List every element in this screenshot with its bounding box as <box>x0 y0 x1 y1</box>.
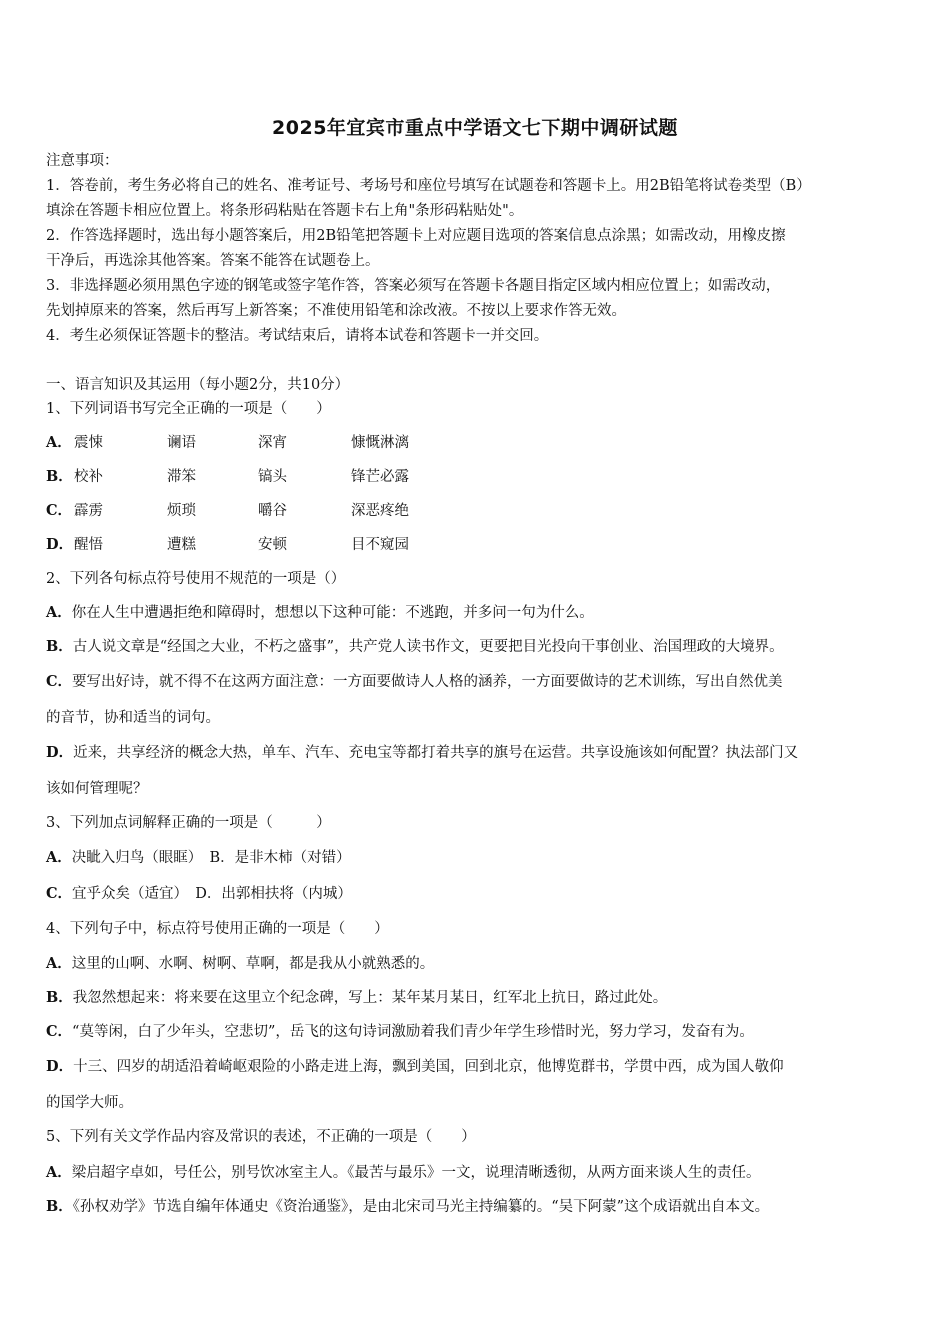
option-word: 深恶疼绝 <box>351 503 409 519</box>
question-2-option-b: B．古人说文章是“经国之大业，不朽之盛事”，共产党人读书作文，更要把目光投向干事创业、治国理政的大境界。 <box>46 638 784 655</box>
option-word: 震悚 <box>74 435 103 451</box>
notice-heading: 注意事项： <box>46 153 119 169</box>
question-1-stem: 1、下列词语书写完全正确的一项是（ ） <box>46 401 331 417</box>
question-4-option-d-cont: 的国学大师。 <box>46 1095 133 1111</box>
notice-line: 4．考生必须保证答题卡的整洁。考试结束后，请将本试卷和答题卡一并交回。 <box>46 328 549 344</box>
question-2-option-d-cont: 该如何管理呢？ <box>46 781 148 797</box>
option-word: 镐头 <box>258 469 287 485</box>
question-3-stem: 3、下列加点词解释正确的一项是（ ） <box>46 815 331 831</box>
option-letter: A． <box>46 849 72 866</box>
question-2-option-c-cont: 的音节，协和适当的词句。 <box>46 710 220 726</box>
question-1-option-a <box>46 433 646 453</box>
option-word: 嚼谷 <box>258 503 287 519</box>
option-label: D． <box>46 536 74 553</box>
option-word: 滞笨 <box>167 469 196 485</box>
option-letter: B． <box>46 989 73 1006</box>
notice-line: 1．答卷前，考生务必将自己的姓名、准考证号、考场号和座位号填写在试题卷和答题卡上。用2B铅笔将试卷类型（B） <box>46 178 811 194</box>
option-word: 目不窥园 <box>351 537 409 553</box>
option-letter: A． <box>46 955 72 972</box>
section-heading: 一、语言知识及其运用（每小题2分，共10分） <box>46 377 350 393</box>
notice-line: 2．作答选择题时，选出每小题答案后，用2B铅笔把答题卡上对应题目选项的答案信息点涂黑；如需改动，用橡皮擦 <box>46 228 786 244</box>
option-label: A． <box>46 434 72 451</box>
question-4-option-a: A．这里的山啊、水啊、树啊、草啊，都是我从小就熟悉的。 <box>46 955 435 972</box>
question-4-option-d: D．十三、四岁的胡适沿着崎岖艰险的小路走进上海，飘到美国，回到北京，他博览群书，学贯中西，成为国人敬仰 <box>46 1058 784 1075</box>
question-2-option-d: D．近来，共享经济的概念大热，单车、汽车、充电宝等都打着共享的旗号在运营。共享设施该如何配置？执法部门又 <box>46 744 799 761</box>
question-4-option-b: B．我忽然想起来：将来要在这里立个纪念碑，写上：某年某月某日，红军北上抗日，路过此处。 <box>46 989 668 1006</box>
option-label: C． <box>46 502 73 519</box>
option-letter: D． <box>46 744 74 761</box>
question-2-stem: 2、下列各句标点符号使用不规范的一项是（） <box>46 571 346 587</box>
question-4-option-c: C．“莫等闲，白了少年头，空悲切”，岳飞的这句诗词激励着我们青少年学生珍惜时光，努力学习，发奋有为。 <box>46 1023 754 1040</box>
option-letter: C． <box>46 673 73 690</box>
notice-line: 干净后，再选涂其他答案。答案不能答在试题卷上。 <box>46 253 380 269</box>
question-4-stem: 4、下列句子中，标点符号使用正确的一项是（ ） <box>46 921 389 937</box>
option-word: 慷慨淋漓 <box>351 435 409 451</box>
option-letter: A． <box>46 1164 72 1181</box>
question-1-option-c <box>46 501 646 521</box>
option-letter: B． <box>46 1198 73 1215</box>
question-3-options-cd: C．宜乎众矣（适宜） D．出郭相扶将（内城） <box>46 885 352 902</box>
option-word: 深宵 <box>258 435 287 451</box>
option-letter: C． <box>46 1023 73 1040</box>
option-letter: B． <box>46 638 73 655</box>
question-2-option-a: A．你在人生中遭遇拒绝和障碍时，想想以下这种可能：不逃跑，并多问一句为什么。 <box>46 604 594 621</box>
notice-line: 先划掉原来的答案，然后再写上新答案；不准使用铅笔和涂改液。不按以上要求作答无效。 <box>46 303 626 319</box>
option-word: 谰语 <box>167 435 196 451</box>
option-letter: D． <box>46 1058 74 1075</box>
question-5-stem: 5、下列有关文学作品内容及常识的表述，不正确的一项是（ ） <box>46 1129 476 1145</box>
option-word: 遭糕 <box>167 537 196 553</box>
option-word: 锋芒必露 <box>351 469 409 485</box>
question-3-options-ab: A．决眦入归鸟（眼眶） B．是非木柿（对错） <box>46 849 351 866</box>
page-title: 2025年宜宾市重点中学语文七下期中调研试题 <box>272 117 678 139</box>
option-letter: A． <box>46 604 72 621</box>
question-5-option-b: B．《孙权劝学》节选自编年体通史《资治通鉴》，是由北宋司马光主持编纂的。“吴下阿蒙”这个成语就出自本文。 <box>46 1198 770 1215</box>
option-word: 醒悟 <box>74 537 103 553</box>
option-word: 安顿 <box>258 537 287 553</box>
option-word: 校补 <box>74 469 103 485</box>
question-1-option-d <box>46 535 646 555</box>
notice-line: 填涂在答题卡相应位置上。将条形码粘贴在答题卡右上角"条形码粘贴处"。 <box>46 203 524 219</box>
option-label: B． <box>46 468 73 485</box>
question-1-option-b <box>46 467 646 487</box>
option-letter: C． <box>46 885 73 902</box>
question-2-option-c: C．要写出好诗，就不得不在这两方面注意：一方面要做诗人人格的涵养，一方面要做诗的艺术训练，写出自然优美 <box>46 673 783 690</box>
question-5-option-a: A．梁启超字卓如，号任公，别号饮冰室主人。《最苦与最乐》一文，说理清晰透彻，从两方面来谈人生的责任。 <box>46 1164 761 1181</box>
notice-line: 3．非选择题必须用黑色字迹的钢笔或签字笔作答，答案必须写在答题卡各题目指定区域内相应位置上；如需改动， <box>46 278 781 294</box>
option-word: 烦琐 <box>167 503 196 519</box>
option-word: 霹雳 <box>74 503 103 519</box>
